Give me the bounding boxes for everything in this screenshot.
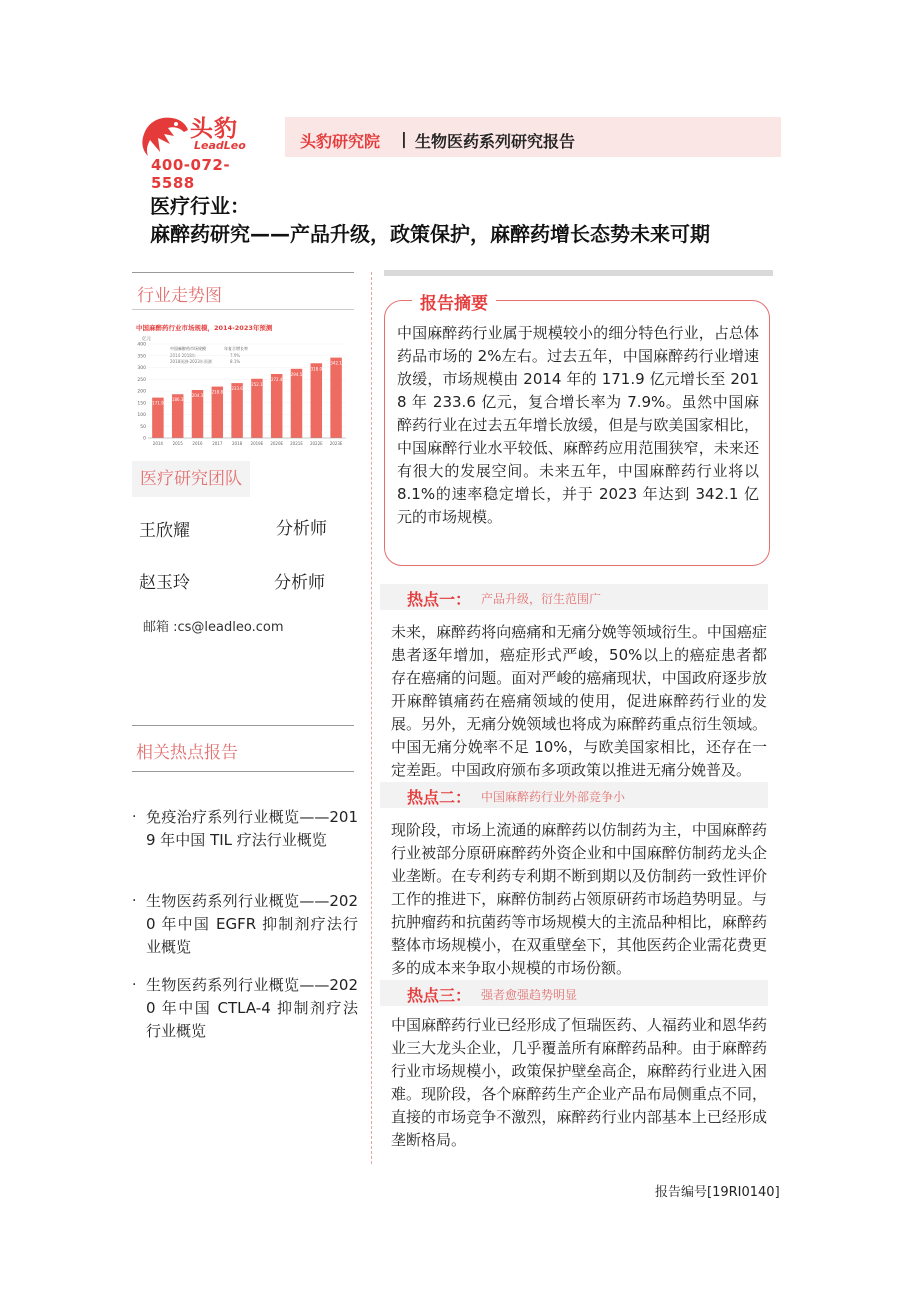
summary-text: 中国麻醉药行业属于规模较小的细分特色行业，占总体药品市场的 2%左右。过去五年，中国麻醉药行业增速放缓，市场规模由 2014 年的 171.9 亿元增长至 2018 年 233.6 亿元，复合增长率为 7.9%。虽然中国麻醉药行业在过去五年增长放缓，但是与欧美国家相比，中国麻醉行业水平较低、麻醉药应用范围狭窄，未来还有很大的发展空间。未来五年，中国麻醉药行业将以 8.1%的速率稳定增长，并于 2023 年达到 342.1 亿元的市场规模。 [397, 324, 759, 526]
market-size-mini-chart [132, 318, 350, 450]
x-tick-label: 2023E [329, 441, 343, 446]
x-tick-label: 2021E [290, 441, 303, 446]
bar-value-label: 218.8 [211, 389, 224, 395]
related-report-link[interactable] [132, 806, 358, 852]
summary-title: 报告摘要 [420, 294, 488, 314]
y-tick-label: 250 [137, 377, 146, 383]
hotspot-label: 热点二： [407, 788, 472, 807]
trend-section-label: 行业走势图 [137, 286, 222, 306]
x-tick-label: 2017 [212, 441, 223, 446]
divider [132, 725, 354, 726]
legend-row-label: 2018预测-2023年预测 [170, 359, 212, 364]
hotspot-label: 热点一： [407, 590, 472, 609]
y-tick-label: 200 [137, 389, 146, 395]
report-number: 报告编号[19RI0140] [655, 1185, 780, 1200]
bar-value-label: 252.1 [251, 381, 263, 387]
legend-header: 中国麻醉药市场规模 [170, 346, 206, 351]
bar [251, 379, 262, 438]
related-section-label: 相关热点报告 [136, 743, 238, 763]
bullet: · [132, 977, 137, 993]
bar [330, 358, 341, 438]
hotspot-text: 现阶段，市场上流通的麻醉药以仿制药为主，中国麻醉药行业被部分原研麻醉药外资企业和中国麻醉仿制药龙头企业垄断。在专利药专利期不断到期以及仿制药一致性评价工作的推进下，麻醉仿制药占领原研药市场趋势明显。与抗肿瘤药和抗菌药等市场规模大的主流品种相比，麻醉药整体市场规模小，在双重壁垒下，其他医药企业需花费更多的成本来争取小规模的市场份额。 [391, 821, 767, 977]
hotspot-subtitle: 产品升级，衍生范围广 [481, 592, 602, 606]
bar-value-label: 171.9 [152, 400, 164, 406]
leadleo-logo [140, 108, 270, 192]
divider [132, 309, 354, 310]
x-tick-label: 2022E [309, 441, 323, 446]
series-name: 生物医药系列研究报告 [415, 132, 576, 151]
bar-value-label: 272.4 [270, 376, 283, 382]
bar [291, 369, 302, 438]
divider [132, 272, 354, 273]
half-circle-icon [380, 787, 396, 803]
hotspot-text: 中国麻醉药行业已经形成了恒瑞医药、人福药业和恩华药业三大龙头企业，几乎覆盖所有麻醉药品种。由于麻醉药行业市场规模小，政策保护壁垒高企，麻醉药行业进入困难。现阶段，各个麻醉药生产企业产品布局侧重点不同，直接的市场竞争不激烈，麻醉药行业内部基本上已经形成垄断格局。 [391, 1016, 767, 1149]
member-role: 分析师 [276, 519, 327, 539]
bar-value-label: 204.3 [191, 392, 204, 398]
member-name: 赵玉玲 [139, 573, 190, 593]
member-role: 分析师 [274, 573, 325, 593]
bar [231, 383, 242, 438]
summary-title-wrap [412, 289, 496, 314]
legend-row-value: 7.9% [230, 353, 241, 358]
hotspot-label: 热点三： [407, 986, 472, 1005]
y-tick-label: 50 [140, 424, 146, 430]
y-tick-label: 0 [143, 436, 146, 442]
bullet: · [132, 893, 137, 909]
team-section-label: 医疗研究团队 [132, 461, 250, 497]
x-tick-label: 2014 [152, 441, 163, 446]
leopard-logo-icon [140, 112, 192, 158]
bullet: · [132, 809, 137, 825]
bar-value-label: 342.1 [330, 360, 342, 366]
logo-brand-cn: 头豹 [190, 116, 238, 142]
half-circle-icon [380, 985, 396, 1001]
y-tick-label: 150 [137, 401, 146, 407]
related-report-title: 免疫治疗系列行业概览——2019 年中国 TIL 疗法行业概览 [146, 808, 358, 849]
half-circle-icon [380, 589, 396, 605]
logo-phone: 400-072-5588 [151, 156, 231, 192]
logo-brand-en: LeadLeo [194, 139, 246, 152]
header-bar [285, 117, 781, 157]
legend-row-label: 2014-2018年 [170, 353, 196, 358]
member-name: 王欣耀 [139, 521, 190, 541]
header-separator: | [401, 129, 407, 148]
bar [271, 374, 282, 438]
hotspot-text: 未来，麻醉药将向癌痛和无痛分娩等领域衍生。中国癌症患者逐年增加，癌症形式严峻，50%以上的癌症患者都存在癌痛的问题。面对严峻的癌痛现状，中国政府逐步放开麻醉镇痛药在癌痛领域的使用，促进麻醉药行业的发展。另外，无痛分娩领域也将成为麻醉药重点衍生领域。中国无痛分娩率不足 10%，与欧美国家相比，还存在一定差距。中国政府颁布多项政策以推进无痛分娩普及。 [391, 623, 767, 779]
related-report-title: 生物医药系列行业概览——2020 年中国 CTLA-4 抑制剂疗法行业概览 [146, 976, 358, 1040]
page-title-line2: 麻醉药研究——产品升级，政策保护，麻醉药增长态势未来可期 [150, 222, 710, 246]
hotspot-bar-3 [380, 980, 768, 1006]
y-tick-label: 300 [137, 366, 146, 371]
hotspot-subtitle: 中国麻醉药行业外部竞争小 [481, 790, 626, 804]
bar-value-label: 186.3 [171, 397, 184, 403]
hotspot-bar-2 [380, 782, 768, 808]
y-tick-label: 400 [137, 342, 146, 348]
legend-row-value: 8.1% [230, 359, 241, 364]
bar-value-label: 233.6 [231, 386, 243, 392]
legend-header: 年复合增长率 [224, 346, 248, 351]
y-tick-label: 350 [137, 354, 146, 360]
hotspot-subtitle: 强者愈强趋势明显 [481, 988, 578, 1002]
x-tick-label: 2016 [192, 441, 203, 446]
top-gray-rule [384, 270, 773, 276]
bar [311, 363, 322, 438]
chart-ylabel: 亿元 [142, 337, 151, 342]
column-divider [371, 272, 372, 1164]
institute-name: 头豹研究院 [300, 132, 381, 151]
y-tick-label: 100 [137, 413, 146, 418]
page-title-line1: 医疗行业： [150, 194, 250, 218]
chart-title: 中国麻醉药行业市场规模，2014-2023年预测 [136, 324, 273, 332]
contact-email: 邮箱 :cs@leadleo.com [143, 620, 284, 635]
x-tick-label: 2020E [270, 441, 284, 446]
hotspot-bar-1 [380, 584, 768, 610]
bar-value-label: 294.5 [290, 371, 303, 377]
related-report-title: 生物医药系列行业概览——2020 年中国 EGFR 抑制剂疗法行业概览 [146, 892, 358, 956]
divider [132, 771, 354, 772]
x-tick-label: 2015 [172, 441, 183, 446]
x-tick-label: 2018 [232, 441, 243, 446]
related-report-link[interactable] [132, 890, 358, 959]
x-tick-label: 2019E [250, 441, 264, 446]
related-report-link[interactable] [132, 974, 358, 1043]
bar-value-label: 318.0 [310, 366, 323, 372]
